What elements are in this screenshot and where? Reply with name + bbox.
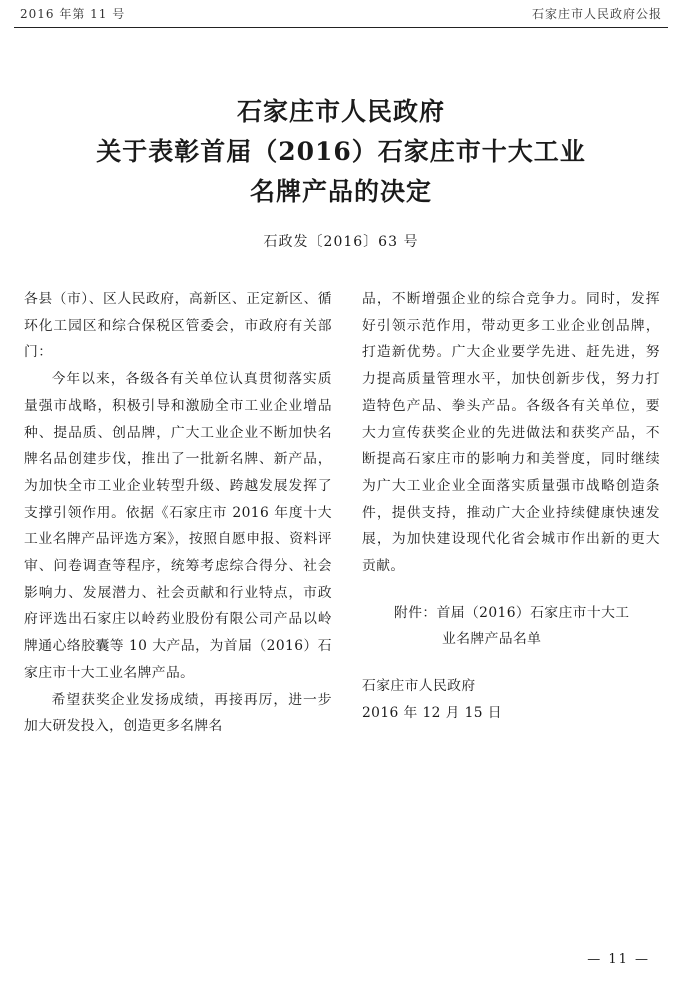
page-header xyxy=(20,4,662,24)
body-paragraph: 希望获奖企业发扬成绩，再接再厉，进一步加大研发投入，创造更多名牌名 xyxy=(24,691,332,735)
title-line-3: 名牌产品的决定 xyxy=(249,177,432,206)
attachment-line-1: 附件：首届（2016）石家庄市十大工 xyxy=(394,604,630,621)
document-number: 石政发〔2016〕63 号 xyxy=(263,234,419,250)
page-number: — 11 — xyxy=(587,952,650,967)
salutation-paragraph: 各县（市）、区人民政府，高新区、正定新区、循环化工园区和综合保税区管委会，市政府有关部门： xyxy=(24,291,332,361)
title-line-2: 关于表彰首届（2016）石家庄市十大工业 xyxy=(96,137,586,166)
body-paragraph: 今年以来，各级各有关单位认真贯彻落实质量强市战略，积极引导和激励全市工业企业增品种、提品质、创品牌，广大工业企业不断加快名牌名品创建步伐，推出了一批新名牌、新产品，为加快全市工业企业转型升级、跨越发展发挥了支撑引领作用。依据《石家庄市 2016 年度十大工业名牌产品评选方案》，按照自愿申报、资料评审、问卷调查等程序，统筹考虑综合得分、社会影响力、发展潜力、社会贡献和行业特点，市政府评选出石家庄以岭药业股份有限公司产品以岭牌通心络胶囊等 10 大产品，为首届（2016）石家庄市十大工业名牌产品。 xyxy=(24,371,332,681)
header-divider xyxy=(14,27,668,28)
body-paragraph: 品，不断增强企业的综合竞争力。同时，发挥好引领示范作用，带动更多工业企业创品牌，打造新优势。广大企业要学先进、赶先进，努力提高质量管理水平，加快创新步伐，努力打造特色产品、拳头产品。各级各有关单位，要大力宣传获奖企业的先进做法和获奖产品，不断提高石家庄市的影响力和美誉度，同时继续为广大工业企业全面落实质量强市战略创造条件，提供支持，推动广大企业持续健康快速发展，为加快建设现代化省会城市作出新的更大贡献。 xyxy=(362,291,660,575)
title-line-1: 石家庄市人民政府 xyxy=(236,97,445,126)
attachment-line-2: 业名牌产品名单 xyxy=(442,631,542,648)
left-column xyxy=(24,286,332,740)
document-title xyxy=(0,92,682,212)
issue-date: 2016 年 12 月 15 日 xyxy=(362,704,502,721)
issue-label: 2016 年第 11 号 xyxy=(20,7,126,21)
right-column xyxy=(362,286,660,727)
publication-name: 石家庄市人民政府公报 xyxy=(531,7,662,21)
attachment-note xyxy=(362,600,660,653)
signature: 石家庄市人民政府 xyxy=(362,678,476,695)
